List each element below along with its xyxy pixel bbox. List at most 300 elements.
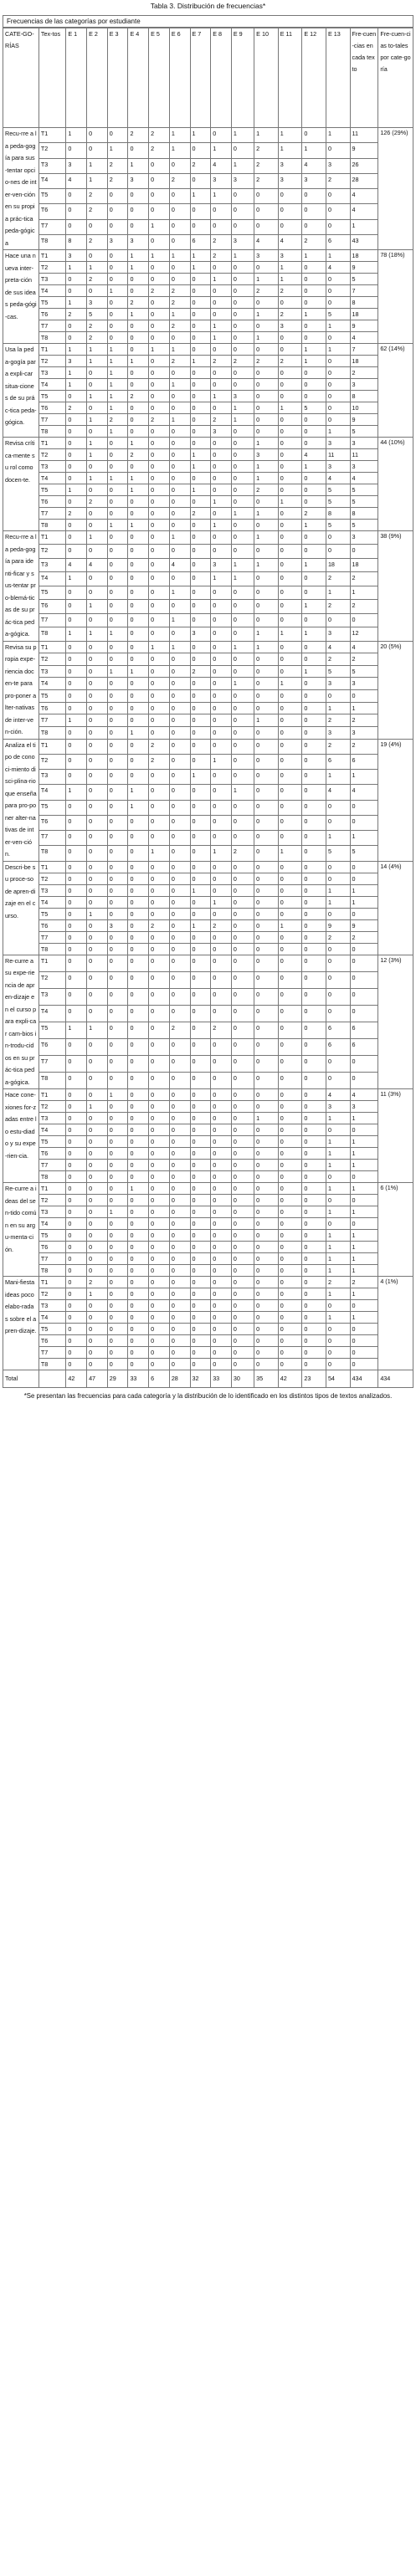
student-value: 2 bbox=[128, 128, 149, 143]
student-value: 0 bbox=[149, 496, 170, 508]
student-value: 0 bbox=[278, 461, 302, 473]
student-value: 0 bbox=[231, 714, 254, 727]
student-value: 0 bbox=[190, 785, 211, 800]
student-value: 0 bbox=[211, 714, 232, 727]
student-value: 0 bbox=[190, 908, 211, 919]
table-row bbox=[3, 641, 413, 653]
student-value: 0 bbox=[149, 558, 170, 571]
text-frequency: 0 bbox=[350, 988, 378, 1005]
text-id: T4 bbox=[39, 379, 65, 391]
student-value: 0 bbox=[87, 1300, 108, 1312]
total-student-value: 42 bbox=[66, 1370, 87, 1388]
table-row bbox=[3, 1324, 413, 1335]
student-value: 2 bbox=[87, 189, 108, 204]
student-value: 0 bbox=[190, 367, 211, 379]
student-value: 1 bbox=[169, 143, 190, 158]
student-value: 2 bbox=[254, 143, 279, 158]
student-value: 0 bbox=[278, 955, 302, 971]
student-value: 1 bbox=[66, 367, 87, 379]
table-row bbox=[3, 438, 413, 449]
student-value: 0 bbox=[190, 143, 211, 158]
student-value: 1 bbox=[190, 128, 211, 143]
student-value: 3 bbox=[211, 173, 232, 188]
student-value: 1 bbox=[87, 173, 108, 188]
text-id: T4 bbox=[39, 678, 65, 690]
student-value: 0 bbox=[66, 931, 87, 943]
text-frequency: 3 bbox=[350, 461, 378, 473]
student-value: 0 bbox=[66, 678, 87, 690]
student-value: 0 bbox=[149, 173, 170, 188]
student-value: 0 bbox=[128, 414, 149, 426]
student-value: 0 bbox=[278, 739, 302, 754]
table-row bbox=[3, 262, 413, 274]
student-value: 0 bbox=[231, 274, 254, 285]
total-student-value: 32 bbox=[190, 1370, 211, 1388]
student-value: 0 bbox=[190, 1005, 211, 1022]
student-value: 0 bbox=[169, 627, 190, 641]
student-value: 0 bbox=[231, 1335, 254, 1347]
student-value: 0 bbox=[231, 943, 254, 955]
student-value: 0 bbox=[211, 690, 232, 703]
student-value: 0 bbox=[107, 739, 128, 754]
student-value: 0 bbox=[169, 473, 190, 484]
text-frequency: 4 bbox=[350, 332, 378, 344]
student-value: 0 bbox=[278, 508, 302, 520]
student-value: 0 bbox=[190, 402, 211, 414]
student-value: 2 bbox=[211, 414, 232, 426]
student-value: 0 bbox=[66, 641, 87, 653]
student-value: 1 bbox=[87, 449, 108, 461]
student-value: 5 bbox=[326, 484, 350, 496]
student-value: 0 bbox=[278, 1038, 302, 1055]
student-value: 1 bbox=[231, 158, 254, 173]
student-value: 0 bbox=[66, 908, 87, 919]
student-value: 1 bbox=[302, 665, 326, 678]
text-frequency: 6 bbox=[350, 1038, 378, 1055]
student-value: 1 bbox=[302, 143, 326, 158]
student-value: 1 bbox=[107, 1206, 128, 1218]
student-value: 0 bbox=[128, 1206, 149, 1218]
student-value: 1 bbox=[326, 1253, 350, 1265]
student-value: 0 bbox=[302, 770, 326, 785]
student-value: 0 bbox=[107, 1242, 128, 1253]
student-value: 2 bbox=[231, 356, 254, 367]
student-value: 0 bbox=[211, 508, 232, 520]
student-value: 0 bbox=[107, 754, 128, 769]
text-id: T1 bbox=[39, 438, 65, 449]
student-value: 0 bbox=[190, 1055, 211, 1072]
student-value: 0 bbox=[254, 367, 279, 379]
student-value: 3 bbox=[87, 297, 108, 309]
student-value: 0 bbox=[87, 1195, 108, 1206]
student-value: 1 bbox=[66, 297, 87, 309]
student-value: 0 bbox=[211, 739, 232, 754]
student-value: 0 bbox=[66, 332, 87, 344]
student-value: 0 bbox=[211, 379, 232, 391]
student-value: 0 bbox=[169, 1218, 190, 1230]
student-value: 0 bbox=[231, 1218, 254, 1230]
student-value: 0 bbox=[231, 545, 254, 558]
student-value: 0 bbox=[231, 473, 254, 484]
student-value: 0 bbox=[128, 873, 149, 884]
student-value: 0 bbox=[190, 309, 211, 320]
text-frequency: 5 bbox=[350, 846, 378, 861]
student-value: 0 bbox=[278, 931, 302, 943]
student-value: 0 bbox=[66, 391, 87, 402]
student-value: 0 bbox=[278, 1148, 302, 1160]
table-row bbox=[3, 414, 413, 426]
student-value: 0 bbox=[302, 320, 326, 332]
student-value: 0 bbox=[211, 309, 232, 320]
student-value: 3 bbox=[326, 158, 350, 173]
student-value: 0 bbox=[326, 1300, 350, 1312]
student-value: 1 bbox=[326, 831, 350, 846]
student-value: 0 bbox=[211, 600, 232, 613]
student-value: 0 bbox=[302, 367, 326, 379]
student-value: 0 bbox=[190, 955, 211, 971]
student-value: 0 bbox=[149, 297, 170, 309]
student-value: 0 bbox=[149, 896, 170, 908]
table-row bbox=[3, 473, 413, 484]
text-id: T1 bbox=[39, 861, 65, 873]
student-value: 2 bbox=[278, 356, 302, 367]
student-value: 0 bbox=[169, 1038, 190, 1055]
student-value: 0 bbox=[107, 1300, 128, 1312]
student-value: 0 bbox=[149, 1288, 170, 1300]
student-value: 0 bbox=[66, 600, 87, 613]
student-value: 0 bbox=[66, 861, 87, 873]
student-value: 0 bbox=[149, 1089, 170, 1101]
student-value: 1 bbox=[326, 426, 350, 438]
student-value: 0 bbox=[211, 1206, 232, 1218]
text-id: T6 bbox=[39, 402, 65, 414]
student-value: 0 bbox=[169, 690, 190, 703]
student-value: 0 bbox=[107, 1359, 128, 1370]
student-value: 0 bbox=[302, 1335, 326, 1347]
table-row bbox=[3, 484, 413, 496]
student-value: 0 bbox=[190, 204, 211, 219]
student-value: 0 bbox=[190, 391, 211, 402]
student-value: 3 bbox=[190, 627, 211, 641]
student-value: 2 bbox=[211, 234, 232, 249]
student-value: 0 bbox=[254, 1124, 279, 1136]
student-value: 1 bbox=[66, 572, 87, 586]
student-value: 0 bbox=[190, 1124, 211, 1136]
table-row bbox=[3, 861, 413, 873]
text-id: T3 bbox=[39, 461, 65, 473]
header-e10: E 10 bbox=[254, 28, 279, 128]
student-value: 0 bbox=[326, 189, 350, 204]
student-value: 0 bbox=[107, 1148, 128, 1160]
student-value: 0 bbox=[128, 1124, 149, 1136]
category-name: Recu-rre a la peda-gogía para identi-ficar y sus-tentar pro-blemá-ticas de su prác-tica peda-gógica. bbox=[3, 531, 39, 642]
student-value: 0 bbox=[107, 1160, 128, 1171]
table-row bbox=[3, 896, 413, 908]
student-value: 0 bbox=[231, 1005, 254, 1022]
text-id: T7 bbox=[39, 1160, 65, 1171]
text-frequency: 18 bbox=[350, 356, 378, 367]
text-frequency: 0 bbox=[350, 815, 378, 830]
student-value: 0 bbox=[169, 754, 190, 769]
student-value: 2 bbox=[66, 402, 87, 414]
student-value: 0 bbox=[326, 1218, 350, 1230]
student-value: 0 bbox=[149, 391, 170, 402]
student-value: 0 bbox=[149, 1230, 170, 1242]
student-value: 0 bbox=[278, 391, 302, 402]
student-value: 0 bbox=[211, 1005, 232, 1022]
category-name: Mani-fiesta ideas poco elabo-radas sobre el apren-dizaje. bbox=[3, 1277, 39, 1370]
student-value: 0 bbox=[254, 726, 279, 739]
student-value: 2 bbox=[149, 754, 170, 769]
text-frequency: 0 bbox=[350, 1055, 378, 1072]
student-value: 0 bbox=[211, 1160, 232, 1171]
text-frequency: 43 bbox=[350, 234, 378, 249]
student-value: 0 bbox=[211, 627, 232, 641]
student-value: 0 bbox=[107, 1183, 128, 1195]
student-value: 0 bbox=[254, 391, 279, 402]
student-value: 0 bbox=[66, 1335, 87, 1347]
table-row bbox=[3, 919, 413, 931]
student-value: 0 bbox=[231, 1113, 254, 1124]
student-value: 0 bbox=[66, 988, 87, 1005]
student-value: 2 bbox=[107, 173, 128, 188]
student-value: 0 bbox=[87, 1242, 108, 1253]
student-value: 2 bbox=[169, 320, 190, 332]
student-value: 1 bbox=[107, 520, 128, 531]
student-value: 0 bbox=[190, 726, 211, 739]
student-value: 0 bbox=[302, 1160, 326, 1171]
student-value: 1 bbox=[326, 320, 350, 332]
student-value: 2 bbox=[87, 332, 108, 344]
student-value: 0 bbox=[211, 1171, 232, 1183]
student-value: 0 bbox=[231, 285, 254, 297]
student-value: 0 bbox=[169, 861, 190, 873]
student-value: 1 bbox=[254, 1113, 279, 1124]
text-id: T1 bbox=[39, 739, 65, 754]
total-student-value: 28 bbox=[169, 1370, 190, 1388]
student-value: 0 bbox=[107, 1055, 128, 1072]
student-value: 0 bbox=[211, 1195, 232, 1206]
table-row bbox=[3, 702, 413, 714]
student-value: 0 bbox=[169, 739, 190, 754]
student-value: 0 bbox=[190, 1335, 211, 1347]
text-id: T6 bbox=[39, 600, 65, 613]
student-value: 0 bbox=[211, 1347, 232, 1359]
student-value: 0 bbox=[302, 785, 326, 800]
table-row bbox=[3, 572, 413, 586]
student-value: 0 bbox=[66, 1072, 87, 1088]
student-value: 3 bbox=[326, 627, 350, 641]
student-value: 0 bbox=[128, 955, 149, 971]
student-value: 1 bbox=[231, 508, 254, 520]
student-value: 0 bbox=[211, 1055, 232, 1072]
student-value: 0 bbox=[87, 1359, 108, 1370]
text-id: T8 bbox=[39, 332, 65, 344]
text-frequency: 1 bbox=[350, 1265, 378, 1277]
student-value: 0 bbox=[169, 1089, 190, 1101]
student-value: 0 bbox=[66, 204, 87, 219]
student-value: 0 bbox=[190, 1136, 211, 1148]
student-value: 0 bbox=[231, 1206, 254, 1218]
student-value: 2 bbox=[87, 204, 108, 219]
student-value: 0 bbox=[302, 1171, 326, 1183]
student-value: 0 bbox=[278, 484, 302, 496]
table-row bbox=[3, 234, 413, 249]
student-value: 0 bbox=[87, 1206, 108, 1218]
student-value: 1 bbox=[278, 496, 302, 508]
student-value: 1 bbox=[302, 558, 326, 571]
table-row bbox=[3, 1206, 413, 1218]
student-value: 0 bbox=[302, 1206, 326, 1218]
student-value: 0 bbox=[211, 1148, 232, 1160]
table-row bbox=[3, 1148, 413, 1160]
text-id: T5 bbox=[39, 1022, 65, 1038]
student-value: 0 bbox=[211, 461, 232, 473]
student-value: 0 bbox=[211, 931, 232, 943]
student-value: 0 bbox=[87, 1148, 108, 1160]
student-value: 0 bbox=[190, 846, 211, 861]
student-value: 0 bbox=[169, 955, 190, 971]
student-value: 0 bbox=[231, 461, 254, 473]
student-value: 0 bbox=[87, 831, 108, 846]
total-student-value: 23 bbox=[302, 1370, 326, 1388]
student-value: 0 bbox=[66, 545, 87, 558]
student-value: 0 bbox=[128, 508, 149, 520]
table-row bbox=[3, 873, 413, 884]
student-value: 0 bbox=[169, 461, 190, 473]
student-value: 0 bbox=[128, 1089, 149, 1101]
student-value: 1 bbox=[87, 627, 108, 641]
student-value: 0 bbox=[231, 1359, 254, 1370]
student-value: 1 bbox=[107, 356, 128, 367]
student-value: 0 bbox=[169, 1265, 190, 1277]
student-value: 5 bbox=[326, 309, 350, 320]
student-value: 1 bbox=[302, 356, 326, 367]
student-value: 0 bbox=[302, 379, 326, 391]
student-value: 0 bbox=[107, 128, 128, 143]
student-value: 4 bbox=[326, 473, 350, 484]
student-value: 0 bbox=[128, 402, 149, 414]
student-value: 0 bbox=[169, 815, 190, 830]
student-value: 3 bbox=[326, 726, 350, 739]
student-value: 0 bbox=[190, 1253, 211, 1265]
student-value: 0 bbox=[278, 754, 302, 769]
student-value: 0 bbox=[169, 665, 190, 678]
student-value: 0 bbox=[128, 285, 149, 297]
student-value: 8 bbox=[326, 508, 350, 520]
student-value: 0 bbox=[231, 320, 254, 332]
category-name: Hace una nueva inter-preta-ción de sus ideas peda-gógi-cas. bbox=[3, 250, 39, 344]
student-value: 0 bbox=[149, 785, 170, 800]
student-value: 0 bbox=[149, 1113, 170, 1124]
student-value: 5 bbox=[302, 402, 326, 414]
student-value: 0 bbox=[254, 600, 279, 613]
student-value: 0 bbox=[254, 884, 279, 896]
student-value: 0 bbox=[107, 726, 128, 739]
student-value: 9 bbox=[326, 919, 350, 931]
student-value: 2 bbox=[326, 739, 350, 754]
student-value: 0 bbox=[87, 1160, 108, 1171]
table-row bbox=[3, 332, 413, 344]
student-value: 0 bbox=[128, 896, 149, 908]
student-value: 3 bbox=[211, 558, 232, 571]
table-row bbox=[3, 1124, 413, 1136]
student-value: 0 bbox=[231, 496, 254, 508]
student-value: 0 bbox=[326, 800, 350, 815]
student-value: 0 bbox=[254, 520, 279, 531]
student-value: 0 bbox=[302, 219, 326, 234]
student-value: 0 bbox=[190, 702, 211, 714]
student-value: 0 bbox=[211, 545, 232, 558]
student-value: 0 bbox=[87, 1055, 108, 1072]
student-value: 0 bbox=[149, 873, 170, 884]
student-value: 0 bbox=[278, 714, 302, 727]
student-value: 0 bbox=[231, 379, 254, 391]
student-value: 2 bbox=[302, 234, 326, 249]
student-value: 0 bbox=[302, 1324, 326, 1335]
student-value: 1 bbox=[302, 461, 326, 473]
text-id: T6 bbox=[39, 815, 65, 830]
student-value: 4 bbox=[254, 234, 279, 249]
student-value: 0 bbox=[302, 572, 326, 586]
student-value: 0 bbox=[128, 1101, 149, 1113]
text-frequency: 4 bbox=[350, 189, 378, 204]
student-value: 0 bbox=[169, 943, 190, 955]
student-value: 0 bbox=[190, 815, 211, 830]
student-value: 0 bbox=[190, 1022, 211, 1038]
student-value: 0 bbox=[302, 641, 326, 653]
text-frequency: 12 bbox=[350, 627, 378, 641]
student-value: 1 bbox=[211, 391, 232, 402]
student-value: 0 bbox=[231, 955, 254, 971]
table-row bbox=[3, 274, 413, 285]
student-value: 8 bbox=[66, 234, 87, 249]
student-value: 0 bbox=[149, 1171, 170, 1183]
category-name: Hace cone-xiones for-zadas entre lo estu-diado y su expe-rien-cia. bbox=[3, 1089, 39, 1183]
text-id: T6 bbox=[39, 1335, 65, 1347]
text-id: T2 bbox=[39, 262, 65, 274]
student-value: 0 bbox=[231, 1055, 254, 1072]
student-value: 2 bbox=[278, 309, 302, 320]
student-value: 0 bbox=[149, 988, 170, 1005]
student-value: 0 bbox=[169, 678, 190, 690]
student-value: 0 bbox=[278, 1277, 302, 1288]
student-value: 0 bbox=[211, 204, 232, 219]
student-value: 0 bbox=[107, 1022, 128, 1038]
student-value: 0 bbox=[169, 1148, 190, 1160]
student-value: 0 bbox=[66, 274, 87, 285]
student-value: 0 bbox=[107, 785, 128, 800]
student-value: 0 bbox=[326, 1005, 350, 1022]
student-value: 0 bbox=[190, 831, 211, 846]
header-frec-texto: Fre-cuen-cias en cada texto bbox=[350, 28, 378, 128]
student-value: 4 bbox=[326, 641, 350, 653]
student-value: 0 bbox=[278, 884, 302, 896]
student-value: 0 bbox=[87, 285, 108, 297]
student-value: 0 bbox=[87, 586, 108, 599]
student-value: 0 bbox=[231, 1101, 254, 1113]
student-value: 0 bbox=[149, 1005, 170, 1022]
student-value: 1 bbox=[278, 678, 302, 690]
category-total: 38 (9%) bbox=[378, 531, 413, 642]
student-value: 0 bbox=[231, 815, 254, 830]
student-value: 0 bbox=[211, 484, 232, 496]
student-value: 0 bbox=[211, 402, 232, 414]
student-value: 0 bbox=[326, 219, 350, 234]
student-value: 0 bbox=[66, 531, 87, 545]
student-value: 0 bbox=[211, 438, 232, 449]
student-value: 0 bbox=[278, 1253, 302, 1265]
